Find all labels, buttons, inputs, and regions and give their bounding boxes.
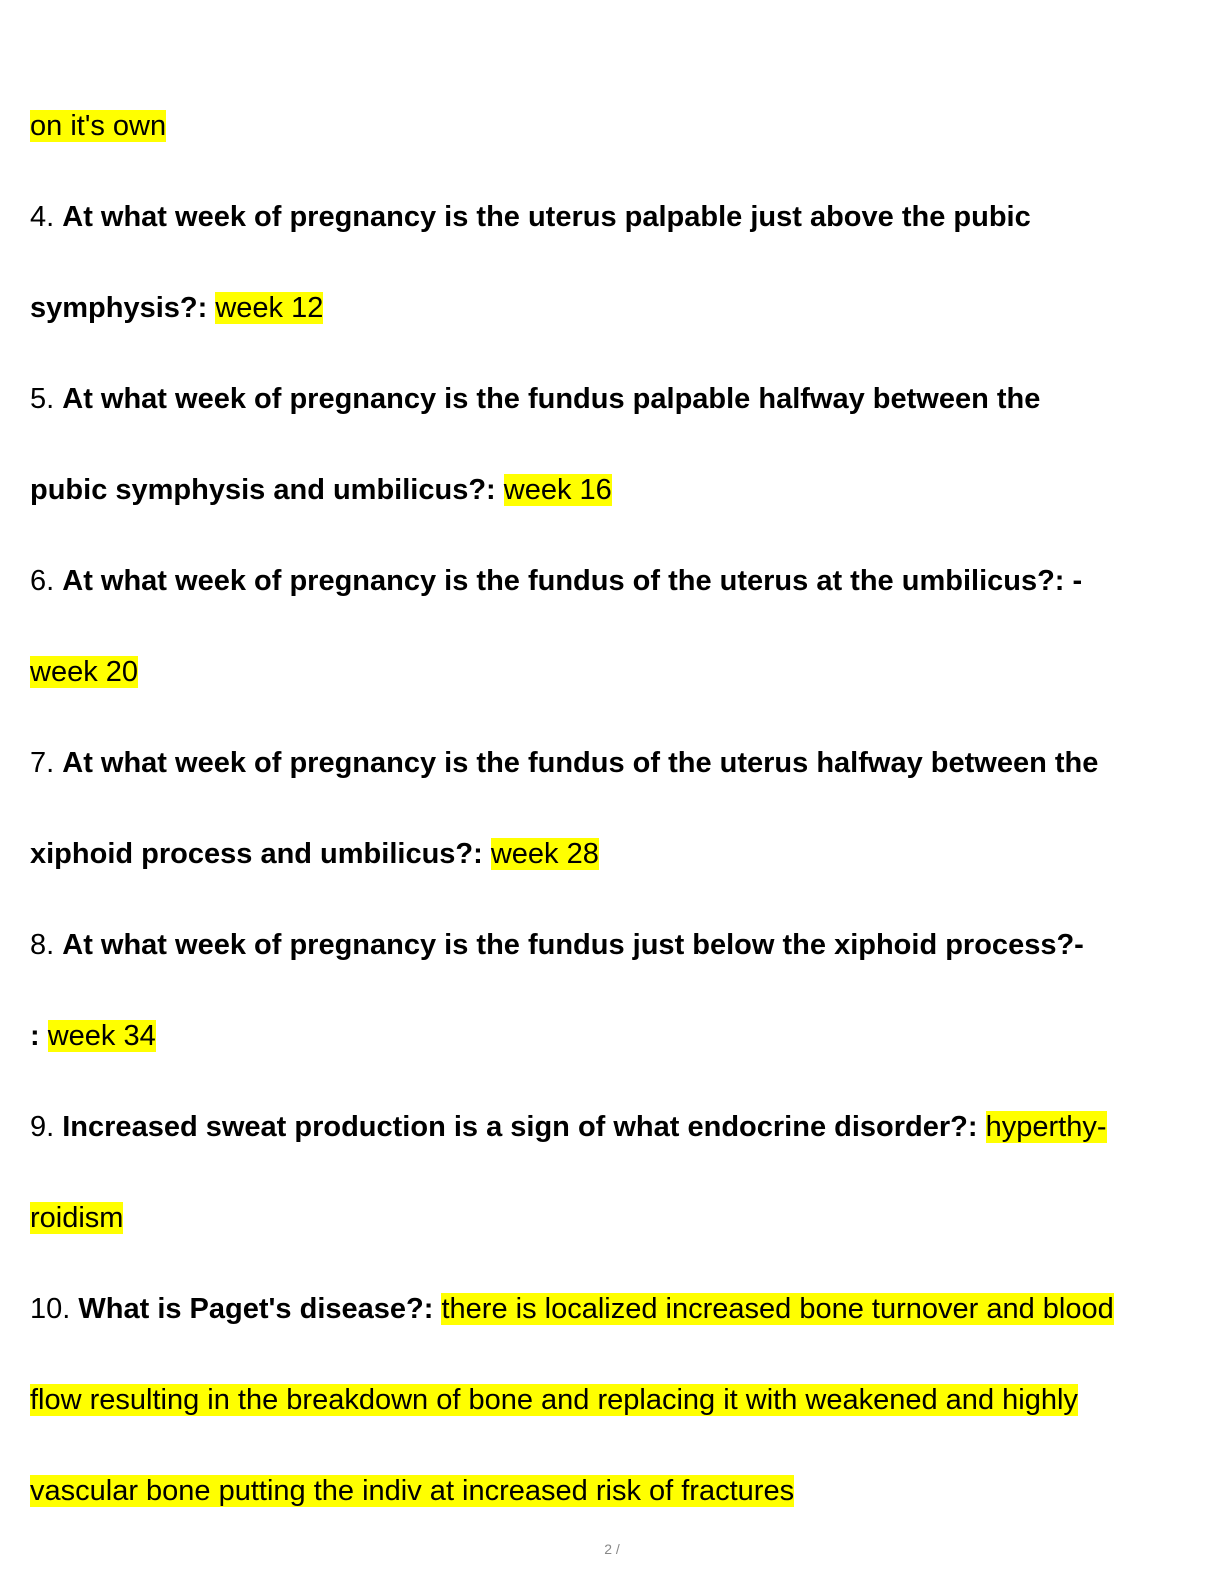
continuation-line <box>30 108 166 144</box>
item-number: 10. <box>30 1293 71 1325</box>
answer-continuation: on it's own <box>30 110 167 142</box>
answer-text: week 34 <box>47 1020 156 1052</box>
question-text: Increased sweat production is a sign of what endocrine disorder?: <box>62 1111 978 1143</box>
question-7-line-2 <box>30 836 599 872</box>
answer-text: week 20 <box>30 656 139 688</box>
question-text: pubic symphysis and umbilicus?: <box>30 474 496 506</box>
question-text: At what week of pregnancy is the fundus palpable halfway between the <box>62 383 1041 415</box>
question-text: symphysis?: <box>30 292 208 324</box>
item-number: 7. <box>30 747 55 779</box>
question-9-line-2 <box>30 1200 123 1236</box>
answer-text: hyperthy- <box>985 1111 1107 1143</box>
question-9-line-1 <box>30 1109 1107 1145</box>
question-text: : <box>30 1020 40 1052</box>
question-text: At what week of pregnancy is the fundus of the uterus halfway between the <box>62 747 1099 779</box>
question-text: At what week of pregnancy is the fundus just below the xiphoid process?- <box>62 929 1084 961</box>
question-4-line-1 <box>30 199 1031 235</box>
question-text: xiphoid process and umbilicus?: <box>30 838 483 870</box>
question-10-line-3 <box>30 1473 794 1509</box>
item-number: 9. <box>30 1111 55 1143</box>
question-8-line-2 <box>30 1018 156 1054</box>
answer-text: week 12 <box>215 292 324 324</box>
question-6-line-2 <box>30 654 138 690</box>
question-5-line-2 <box>30 472 612 508</box>
question-10-line-2 <box>30 1382 1078 1418</box>
item-number: 8. <box>30 929 55 961</box>
question-8-line-1 <box>30 927 1084 963</box>
question-5-line-1 <box>30 381 1040 417</box>
item-number: 4. <box>30 201 55 233</box>
question-text: At what week of pregnancy is the uterus palpable just above the pubic <box>62 201 1031 233</box>
question-6-line-1 <box>30 563 1082 599</box>
answer-text: week 28 <box>490 838 599 870</box>
question-text: At what week of pregnancy is the fundus of the uterus at the umbilicus?: - <box>62 565 1083 597</box>
question-4-line-2 <box>30 290 323 326</box>
answer-text: roidism <box>30 1202 124 1234</box>
question-7-line-1 <box>30 745 1098 781</box>
page-number: 2 / <box>604 1541 620 1557</box>
question-text: What is Paget's disease?: <box>78 1293 434 1325</box>
item-number: 5. <box>30 383 55 415</box>
question-10-line-1 <box>30 1291 1114 1327</box>
answer-text: there is localized increased bone turnover and blood <box>441 1293 1114 1325</box>
item-number: 6. <box>30 565 55 597</box>
answer-text: flow resulting in the breakdown of bone and replacing it with weakened and highly <box>30 1384 1078 1416</box>
answer-text: vascular bone putting the indiv at increased risk of fractures <box>30 1475 795 1507</box>
answer-text: week 16 <box>503 474 612 506</box>
